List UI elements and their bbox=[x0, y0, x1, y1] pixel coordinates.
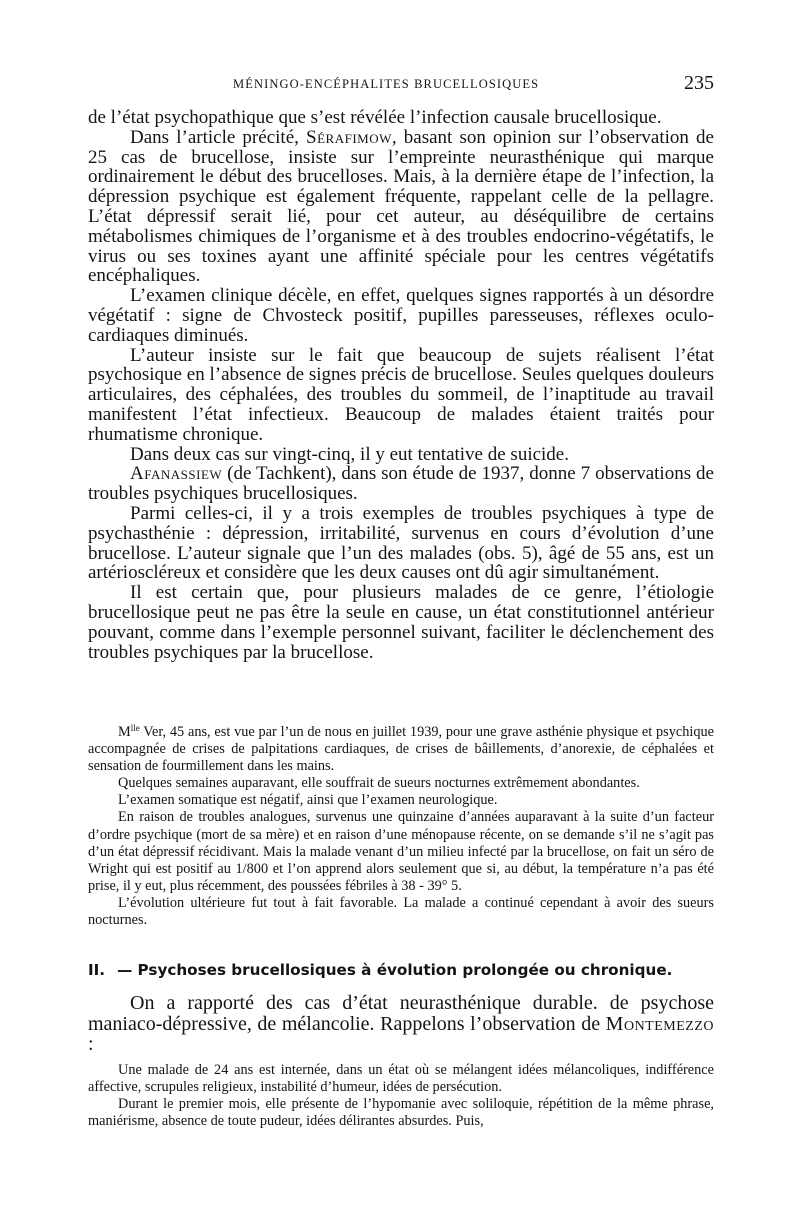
main-text bbox=[88, 108, 714, 662]
paragraph-2-rest: , basant son opinion sur l’observation de 25 cas de brucellose, insiste sur l’empreinte neurasthénique qui marque ordinairement le début des brucelloses. Mais, à la dernière étape de l’infection, la dépression psychique est également fréquente, rappelant celle de la pellagre. L’état dépressif serait lié, pour cet auteur, au déséquilibre de certains métabolismes chimiques de l’organisme et à des troubles endocrino-végétatifs, le virus ou ses toxines ayant une affinité spéciale pour les centres végétatifs encéphaliques. bbox=[88, 126, 714, 287]
case1-title-sup: lle bbox=[130, 723, 140, 733]
paragraph-3: L’examen clinique décèle, en effet, quelques signes rapportés à un désordre végétatif : signe de Chvosteck positif, pupilles paresseuses, réflexes oculo-cardiaques diminués. bbox=[88, 285, 714, 346]
page-header bbox=[88, 74, 714, 98]
case2-paragraph-1: Une malade de 24 ans est internée, dans un état où se mélangent idées mélancoliques, indifférence affective, scrupules religieux, instabilité d’humeur, idées de persécution. bbox=[88, 1062, 714, 1096]
paragraph-4: L’auteur insiste sur le fait que beaucoup de sujets réalisent l’état psychosique en l’absence de signes précis de brucellose. Seules quelques douleurs articulaires, des céphalées, des troubles du sommeil, de l’inaptitude au travail manifestent l’état infectieux. Beaucoup de malades étaient traités pour rhumatisme chronique. bbox=[88, 344, 714, 445]
author-serafimow: Sérafimow bbox=[306, 126, 392, 148]
section-intro-end: : bbox=[88, 1033, 94, 1055]
paragraph-2-start: Dans l’article précité, bbox=[130, 126, 299, 148]
case2-paragraph-2: Durant le premier mois, elle présente de l’hypomanie avec soliloquie, répétition de la même phrase, maniérisme, absence de toute pudeur, idées délirantes absurdes. Puis, bbox=[88, 1096, 714, 1130]
case1-paragraph-2: Quelques semaines auparavant, elle souffrait de sueurs nocturnes extrêmement abondantes. bbox=[118, 775, 640, 792]
case-report-1 bbox=[88, 720, 714, 929]
case1-title: M bbox=[118, 724, 131, 740]
author-montemezzo: Montemezzo bbox=[605, 1012, 714, 1035]
case1-paragraph-1-rest: Ver, 45 ans, est vue par l’un de nous en juillet 1939, pour une grave asthénie physique et psychique accompagnée de crises de palpitations cardiaques, de crises de bâillements, d’anorexie, de céphalées et sensation de fourmillement dans les mains. bbox=[88, 724, 714, 775]
section-number: II. bbox=[88, 961, 106, 979]
author-afanassiew: Afanassiew bbox=[130, 463, 223, 485]
paragraph-7: Parmi celles-ci, il y a trois exemples de troubles psychiques à type de psychasthénie : dépression, irritabilité, survenus en cours d’évolution d’une brucellose. L’auteur signale que l’un des malades (obs. 5), âgé de 55 ans, est un artérioscléreux et considère que les deux causes ont dû agir simultanément. bbox=[88, 502, 714, 584]
case1-paragraph-3: L’examen somatique est négatif, ainsi que l’examen neurologique. bbox=[118, 792, 498, 809]
case1-paragraph-1 bbox=[88, 720, 714, 775]
running-head: MÉNINGO-ENCÉPHALITES BRUCELLOSIQUES bbox=[233, 77, 540, 91]
paragraph-6 bbox=[88, 464, 714, 504]
section-title: — Psychoses brucellosiques à évolution prolongée ou chronique. bbox=[117, 961, 673, 979]
section-heading bbox=[88, 961, 714, 979]
section-intro-text: On a rapporté des cas d’état neurasthénique durable. de psychose maniaco-dépressive, de mélancolie. Rappelons l’observation de bbox=[88, 992, 714, 1035]
page-number: 235 bbox=[684, 72, 714, 94]
case-report-2 bbox=[88, 1062, 714, 1130]
paragraph-8: Il est certain que, pour plusieurs malades de ce genre, l’étiologie brucellosique peut ne pas être la seule en cause, un état constitutionnel antérieur pouvant, comme dans l’exemple personnel suivant, faciliter le déclenchement des troubles psychiques par la brucellose. bbox=[88, 582, 714, 663]
paragraph-6-rest: (de Tachkent), dans son étude de 1937, donne 7 observations de troubles psychiques brucellosiques. bbox=[88, 463, 714, 505]
section-intro-paragraph bbox=[88, 993, 714, 1055]
paragraph-2 bbox=[88, 128, 714, 286]
case1-paragraph-5: L’évolution ultérieure fut tout à fait favorable. La malade a continué cependant à avoir des sueurs nocturnes. bbox=[88, 894, 714, 929]
section-intro bbox=[88, 993, 714, 1055]
paragraph-5: Dans deux cas sur vingt-cinq, il y eut tentative de suicide. bbox=[130, 443, 569, 465]
case1-paragraph-4: En raison de troubles analogues, survenus une quinzaine d’années auparavant à la suite d’un facteur d’ordre psychique (mort de sa mère) et en raison d’une ménopause récente, on se demande s’il ne s’agit pas d’un état dépressif récidivant. Mais la malade venant d’un milieu infecté par la brucellose, on fait un séro de Wright qui est positif au 1/800 et l’on apprend alors seulement que si, au début, la température n’a pas été prise, il y eut, plus récemment, des poussées fébriles à 38 - 39° 5. bbox=[88, 809, 714, 894]
paragraph-1: de l’état psychopathique que s’est révélée l’infection causale brucellosique. bbox=[88, 107, 662, 128]
